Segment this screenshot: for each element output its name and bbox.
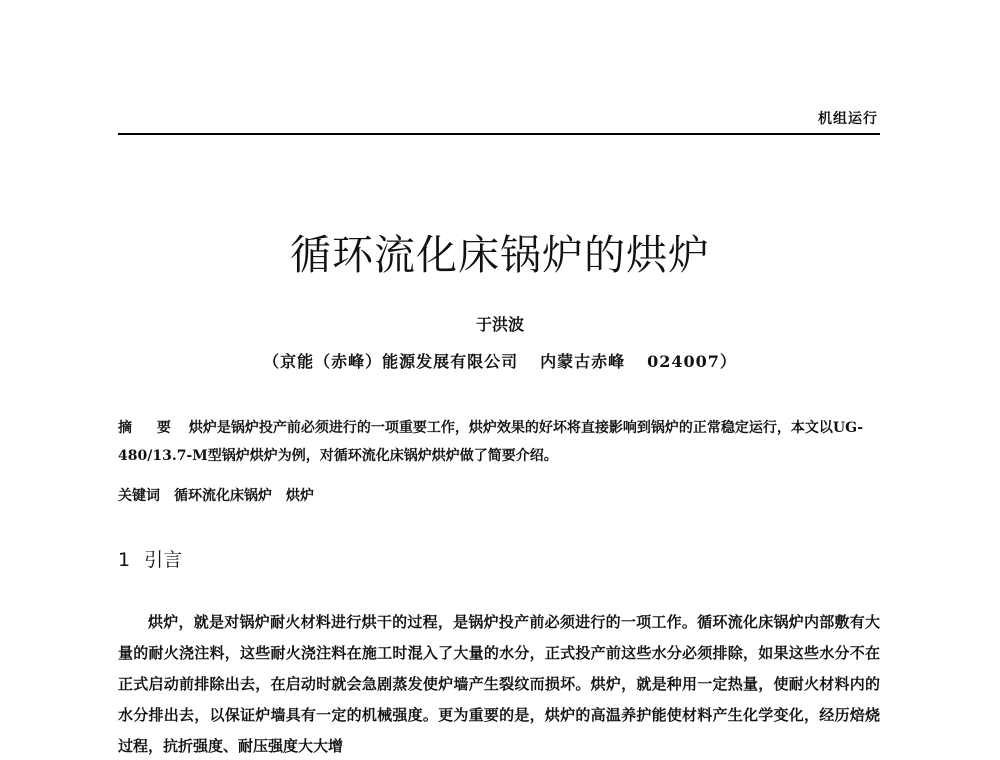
body-paragraph: 烘炉，就是对锅炉耐火材料进行烘干的过程，是锅炉投产前必须进行的一项工作。循环流化床锅炉内部敷有大量的耐火浇注料，这些耐火浇注料在施工时混入了大量的水分，正式投产前这些水分必须排除，如果这些水分不在正式启动前排除出去，在启动时就会急剧蒸发使炉墙产生裂纹而损坏。烘炉，就是种用一定热量，使耐火材料内的水分排出去，以保证炉墙具有一定的机械强度。更为重要的是，烘炉的高温养护能使材料产生化学变化，经历焙烧过程，抗折强度、耐压强度大大增 — [118, 613, 880, 755]
abstract — [118, 414, 880, 470]
affiliation-org: （京能（赤峰）能源发展有限公司 — [263, 352, 519, 371]
keywords-label: 关键词 — [118, 488, 160, 504]
author-affiliation — [0, 349, 1000, 372]
article-title: 循环流化床锅炉的烘炉 — [290, 231, 710, 279]
keywords — [118, 482, 880, 510]
affiliation-postcode: 024007） — [647, 352, 737, 371]
section-heading — [118, 545, 182, 572]
keywords-text: 循环流化床锅炉 烘炉 — [174, 488, 314, 504]
author-name: 于洪波 — [475, 315, 524, 334]
section-title: 引言 — [144, 549, 183, 571]
section-number: 1 — [118, 549, 131, 571]
abstract-label: 摘 要 — [118, 420, 181, 436]
section-label: 机组运行 — [818, 111, 878, 127]
abstract-text: 烘炉是锅炉投产前必须进行的一项重要工作，烘炉效果的好坏将直接影响到锅炉的正常稳定运行，本文以UG-480/13.7-M型锅炉烘炉为例，对循环流化床锅炉烘炉做了简要介绍。 — [118, 420, 864, 464]
affiliation-place: 内蒙古赤峰 — [540, 352, 626, 371]
header-rule — [118, 133, 880, 135]
